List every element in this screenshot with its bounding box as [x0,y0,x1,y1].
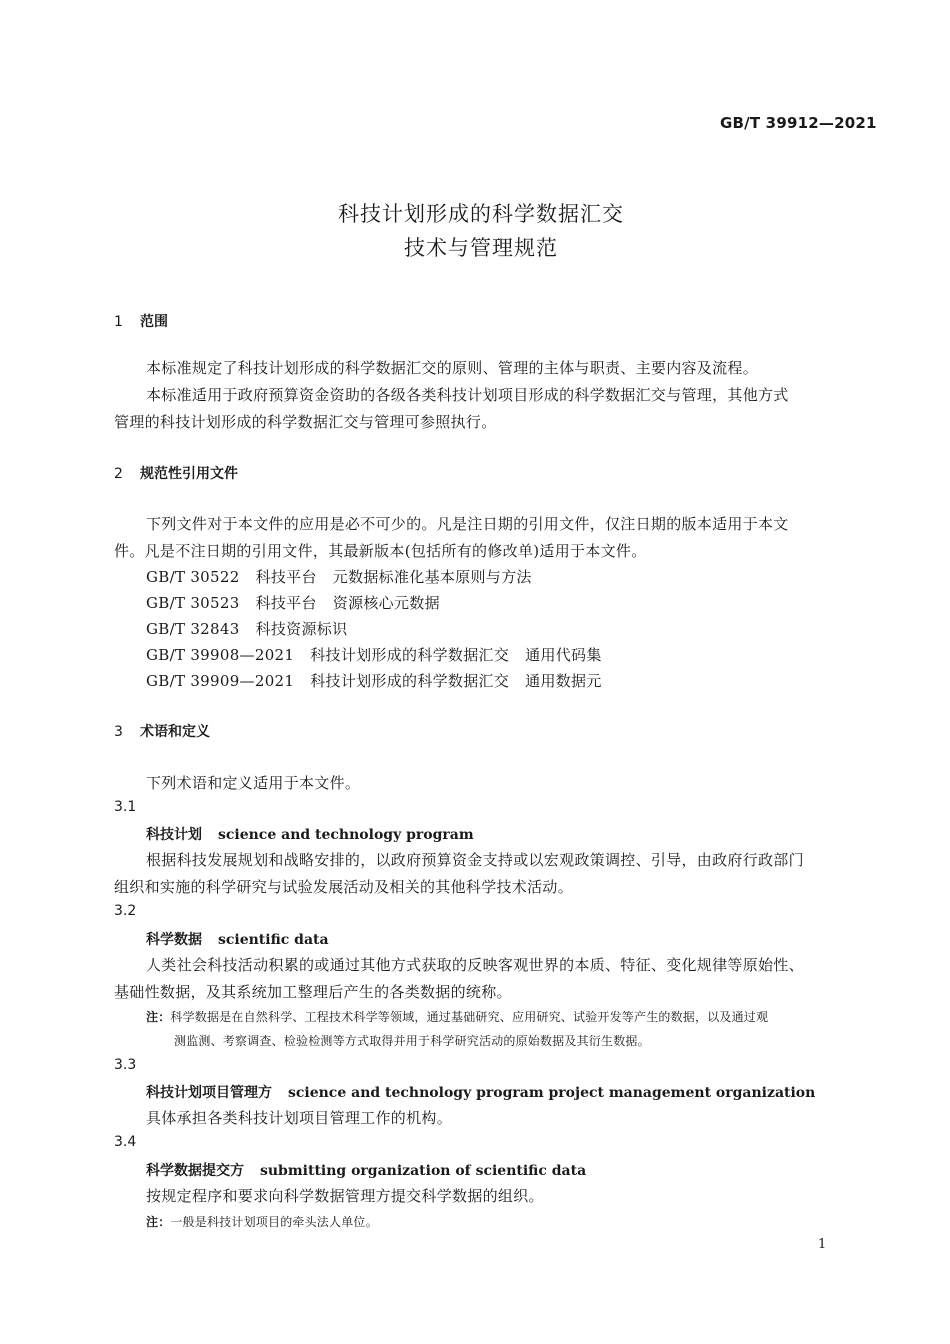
section-title: 术语和定义 [140,724,210,740]
term-note [146,1213,378,1230]
section-3-heading [114,721,210,741]
reference-title-a: 科技平台 [255,568,317,586]
terms-intro: 下列术语和定义适用于本文件。 [146,774,361,792]
note-label: 注： [146,1010,171,1024]
reference-item [146,670,602,691]
reference-title-a: 科技计划形成的科学数据汇交 [310,672,510,690]
term-number: 3.3 [114,1057,137,1073]
document-title-line1: 科技计划形成的科学数据汇交 [338,202,624,226]
scope-paragraph-2-line1: 本标准适用于政府预算资金资助的各级各类科技计划项目形成的科学数据汇交与管理，其他方式 [146,386,789,404]
term-definition-line1: 根据科技发展规划和战略安排的，以政府预算资金支持或以宏观政策调控、引导，由政府行政部门 [146,851,804,869]
term-note [146,1008,768,1025]
reference-title-b: 元数据标准化基本原则与方法 [332,568,532,586]
term-heading [146,929,329,949]
reference-item [146,644,602,665]
document-title-line2: 技术与管理规范 [404,236,558,260]
section-title: 范围 [140,314,168,330]
term-heading [146,824,474,844]
page-number: 1 [818,1237,827,1252]
term-zh: 科学数据 [146,932,202,948]
term-en: science and technology program project management organization [288,1085,816,1101]
term-zh: 科技计划项目管理方 [146,1085,272,1101]
section-2-heading [114,463,238,483]
reference-code: GB/T 30522 [146,568,240,586]
reference-code: GB/T 30523 [146,594,240,612]
reference-title-a: 科技资源标识 [255,620,348,638]
scope-paragraph-1: 本标准规定了科技计划形成的科学数据汇交的原则、管理的主体与职责、主要内容及流程。 [146,359,759,377]
term-definition-line1: 按规定程序和要求向科学数据管理方提交科学数据的组织。 [146,1187,544,1205]
term-definition-line1: 人类社会科技活动积累的或通过其他方式获取的反映客观世界的本质、特征、变化规律等原始性、 [146,956,804,974]
reference-title-a: 科技计划形成的科学数据汇交 [310,646,510,664]
term-en: science and technology program [218,827,474,843]
note-label: 注： [146,1215,171,1229]
reference-code: GB/T 32843 [146,620,240,638]
term-number: 3.4 [114,1134,137,1150]
reference-code: GB/T 39908—2021 [146,646,295,664]
reference-code: GB/T 39909—2021 [146,672,295,690]
standard-code: GB/T 39912—2021 [720,114,877,132]
term-en: submitting organization of scientific data [260,1163,587,1179]
term-heading [146,1082,815,1102]
reference-title-a: 科技平台 [255,594,317,612]
section-number: 3 [114,724,123,740]
reference-item [146,592,440,613]
term-definition-line2: 基础性数据，及其系统加工整理后产生的各类数据的统称。 [114,983,512,1001]
normative-paragraph-line2: 件。凡是不注日期的引用文件，其最新版本(包括所有的修改单)适用于本文件。 [114,542,647,560]
term-zh: 科学数据提交方 [146,1163,244,1179]
note-text-line1: 一般是科技计划项目的牵头法人单位。 [170,1215,378,1229]
section-number: 2 [114,466,123,482]
reference-item [146,566,532,587]
term-number: 3.1 [114,799,137,815]
term-note-line2: 测监测、考察调查、检验检测等方式取得并用于科学研究活动的原始数据及其衍生数据。 [174,1034,650,1048]
term-zh: 科技计划 [146,827,202,843]
reference-title-b: 通用数据元 [525,672,602,690]
scope-paragraph-2-line2: 管理的科技计划形成的科学数据汇交与管理可参照执行。 [114,413,497,431]
term-number: 3.2 [114,903,137,919]
reference-title-b: 资源核心元数据 [332,594,440,612]
term-heading [146,1160,586,1180]
reference-title-b: 通用代码集 [525,646,602,664]
term-definition-line1: 具体承担各类科技计划项目管理工作的机构。 [146,1109,453,1127]
reference-item [146,618,347,639]
section-number: 1 [114,314,123,330]
section-title: 规范性引用文件 [140,466,238,482]
normative-paragraph-line1: 下列文件对于本文件的应用是必不可少的。凡是注日期的引用文件，仅注日期的版本适用于本文 [146,515,789,533]
term-definition-line2: 组织和实施的科学研究与试验发展活动及相关的其他科学技术活动。 [114,878,574,896]
section-1-heading [114,311,168,331]
note-text-line1: 科学数据是在自然科学、工程技术科学等领域，通过基础研究、应用研究、试验开发等产生的数据，以及通过观 [170,1010,769,1024]
term-en: scientific data [218,932,329,948]
